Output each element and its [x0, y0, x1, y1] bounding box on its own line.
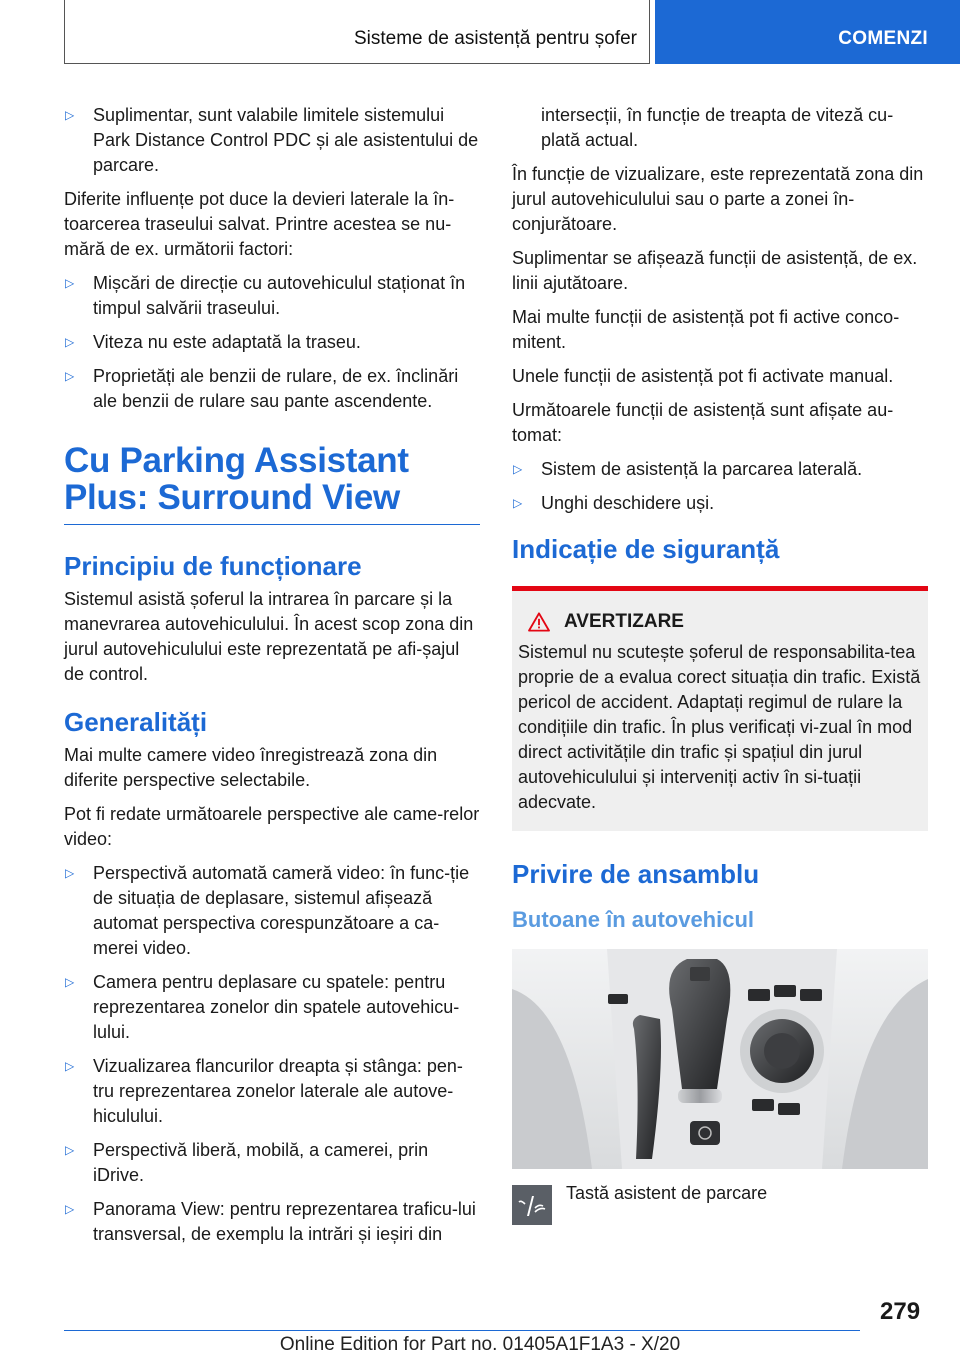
assist-functions-paragraph: Suplimentar se afișează funcții de asistență, de ex. linii ajutătoare.: [512, 248, 918, 293]
section-tab: Sisteme de asistență pentru șofer: [64, 0, 650, 64]
page-number: 279: [880, 1298, 921, 1325]
center-console-photo: [512, 949, 928, 1169]
list-item: ▷ Proprietăți ale benzii de rulare, de ex. înclinări ale benzii de rulare sau pante ascendente.: [65, 366, 459, 411]
parking-button-legend: [512, 1181, 928, 1225]
list-item: ▷ Unghi deschidere uși.: [512, 491, 928, 516]
triangle-right-icon: ▷: [513, 462, 523, 476]
auto-functions-list: [512, 457, 928, 516]
list-item: ▷ Panorama View: pentru reprezentarea traficu-lui transversal, de exemplu la intrări și ieșiri din: [65, 1199, 476, 1244]
list-item: ▷ Sistem de asistență la parcarea laterală.: [512, 457, 928, 482]
triangle-right-icon: ▷: [65, 866, 75, 880]
influences-list: [64, 271, 480, 414]
warning-body: Sistemul nu scutește șoferul de responsabilita-tea proprie de a evalua corect situația din trafic. Există pericol de accident. Adaptați regimul de rulare la condițiile din trafic. În plus verificați vi-zual în mod direct activitățile din trafic și spațiul din jurul autovehiculului și interveniți activ în si-tuații adecvate.: [518, 642, 921, 812]
center-console-illustration: [512, 949, 928, 1169]
general-paragraph-2: Pot fi redate următoarele perspective ale came-relor video:: [64, 804, 480, 849]
list-item: ▷ Vizualizarea flancurilor dreapta și stânga: pen-tru reprezentarea zonelor laterale ale autove-hiculului.: [65, 1056, 463, 1126]
left-column: [64, 103, 480, 1256]
continued-list-item: intersecții, în funcție de treapta de viteză cu-plată actual.: [541, 105, 894, 150]
principle-paragraph: Sistemul asistă șoferul la intrarea în parcare și la manevrarea autovehiculului. În acest scop zona din jurul autovehiculului este reprezentată pe afi-șajul de control.: [64, 589, 474, 684]
footer-rule: [64, 1330, 860, 1331]
perspectives-list: [64, 861, 480, 1247]
warning-title: AVERTIZARE: [564, 611, 684, 632]
list-item: ▷ Suplimentar, sunt valabile limitele sistemului Park Distance Control PDC și ale asistentului de parcare.: [65, 105, 479, 175]
list-item: ▷ Perspectivă liberă, mobilă, a camerei, prin iDrive.: [65, 1140, 429, 1185]
list-item: ▷ Viteza nu este adaptată la traseu.: [64, 330, 480, 355]
buttons-heading: Butoane în autovehicul: [512, 907, 755, 932]
list-item: ▷ Perspectivă automată cameră video: în func-ție de situația de deplasare, sistemul afișează automat perspectiva corespunzătoare a ca-merei video.: [65, 863, 470, 958]
view-paragraph: În funcție de vizualizare, este reprezentată zona din jurul autovehiculului sau o parte a zonei în-conjurătoare.: [512, 164, 924, 234]
warning-triangle-icon: [528, 612, 550, 632]
general-heading: Generalități: [64, 707, 208, 737]
triangle-right-icon: ▷: [65, 1143, 75, 1157]
principle-heading: Principiu de funcționare: [64, 551, 362, 581]
limits-list: [64, 103, 480, 178]
section-title: Cu Parking Assistant Plus: Surround View: [64, 442, 480, 525]
right-column: [512, 103, 928, 1225]
general-paragraph-1: Mai multe camere video înregistrează zona din diferite perspective selectabile.: [64, 745, 438, 790]
concurrent-paragraph: Mai multe funcții de asistență pot fi active conco-mitent.: [512, 307, 900, 352]
triangle-right-icon: ▷: [65, 276, 75, 290]
warning-header: [518, 609, 922, 634]
auto-paragraph: Următoarele funcții de asistență sunt afișate au-tomat:: [512, 400, 894, 445]
category-tab[interactable]: COMENZI: [655, 0, 960, 64]
triangle-right-icon: ▷: [65, 1059, 75, 1073]
triangle-right-icon: ▷: [65, 1202, 75, 1216]
triangle-right-icon: ▷: [65, 975, 75, 989]
list-item: ▷ Mișcări de direcție cu autovehiculul staționat în timpul salvării traseului.: [65, 273, 466, 318]
list-item: ▷ Camera pentru deplasare cu spatele: pentru reprezentarea zonelor din spatele autovehicu-lului.: [65, 972, 460, 1042]
triangle-right-icon: ▷: [65, 369, 75, 383]
influences-paragraph: Diferite influențe pot duce la devieri laterale la în-toarcerea traseului salvat. Printre acestea se nu-mără de ex. următorii factori:: [64, 189, 455, 259]
warning-box: [512, 586, 928, 831]
manual-paragraph: Unele funcții de asistență pot fi activate manual.: [512, 366, 894, 386]
footer-edition: Online Edition for Part no. 01405A1F1A3 - X/20: [279, 1334, 681, 1355]
page-header: [64, 0, 960, 64]
legend-label: Tastă asistent de parcare: [566, 1183, 768, 1203]
overview-heading: Privire de ansamblu: [512, 859, 760, 889]
triangle-right-icon: ▷: [65, 335, 75, 349]
safety-heading: Indicație de siguranță: [512, 534, 780, 564]
triangle-right-icon: ▷: [513, 496, 523, 510]
parking-assistant-icon: [512, 1185, 552, 1225]
triangle-right-icon: ▷: [65, 108, 75, 122]
